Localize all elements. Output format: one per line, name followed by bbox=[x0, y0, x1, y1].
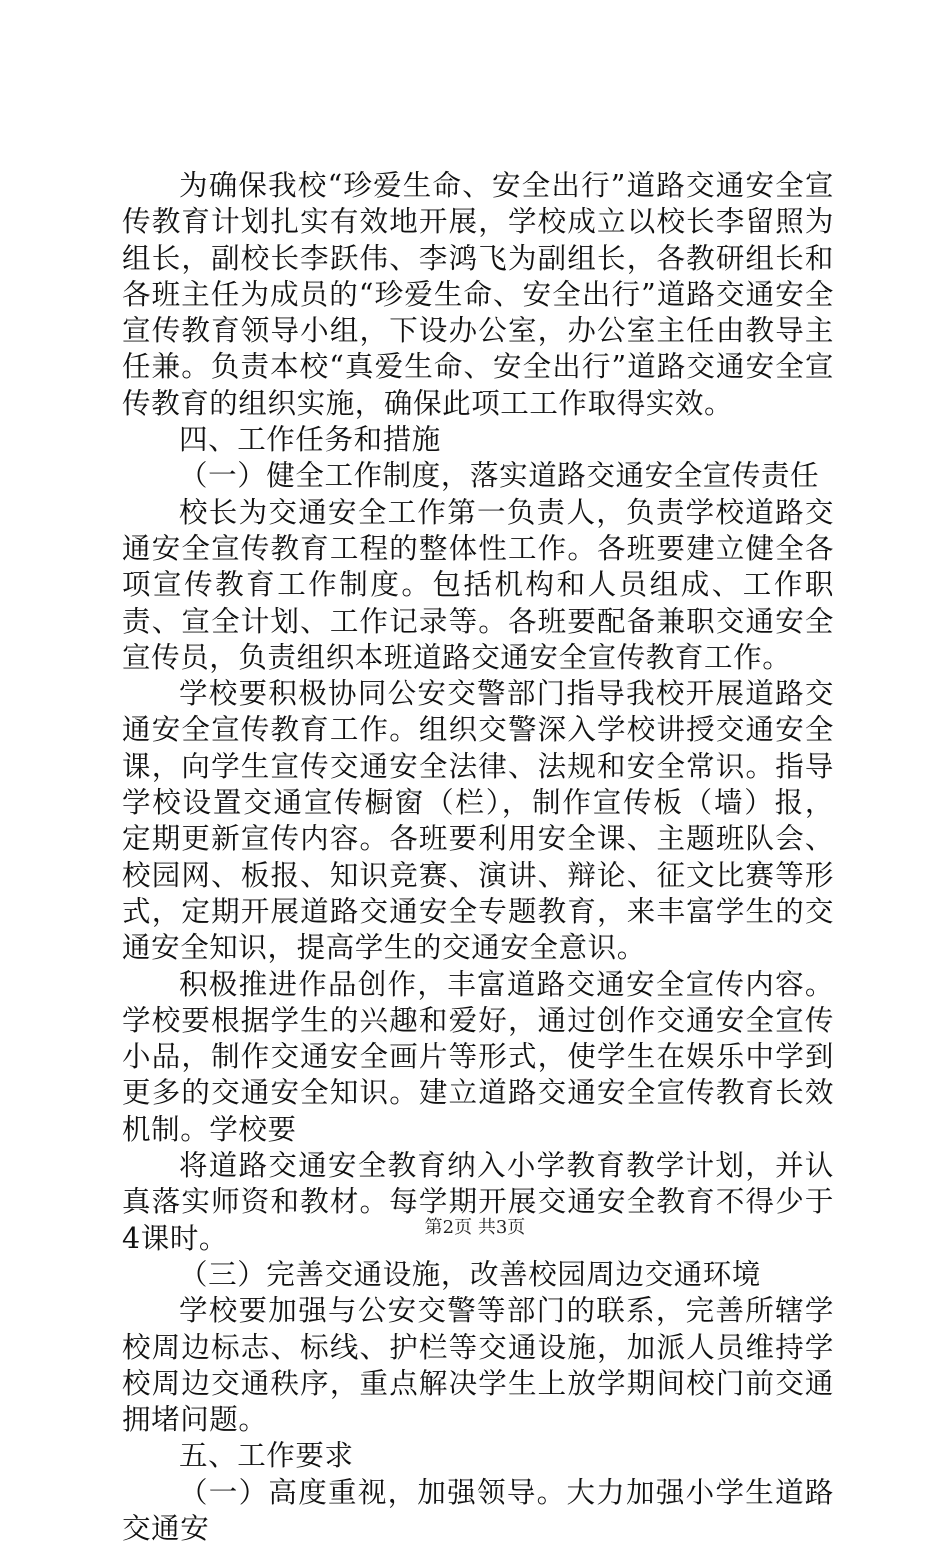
page-number-footer: 第2页 共3页 bbox=[424, 1217, 526, 1238]
paragraph-curriculum: 将道路交通安全教育纳入小学教育教学计划，并认真落实师资和教材。每学期开展交通安全教育不得少于4课时。 bbox=[122, 1149, 834, 1255]
paragraph-leadership-group: 为确保我校“珍爱生命、安全出行”道路交通安全宣传教育计划扎实有效地开展，学校成立以校长李留照为组长，副校长李跃伟、李鸿飞为副组长，各教研组长和各班主任为成员的“珍爱生命、安全出行”道路交通安全宣传教育领导小组，下设办公室，办公室主任由教导主任兼。负责本校“真爱生命、安全出行”道路交通安全宣传教育的组织实施，确保此项工工作取得实效。 bbox=[122, 169, 834, 420]
paragraph-facilities-detail: 学校要加强与公安交警等部门的联系，完善所辖学校周边标志、标线、护栏等交通设施，加派人员维持学校周边交通秩序，重点解决学生上放学期间校门前交通拥堵问题。 bbox=[122, 1294, 834, 1437]
document-body bbox=[122, 168, 834, 1547]
subheading-traffic-facilities: （三）完善交通设施，改善校园周边交通环境 bbox=[179, 1257, 762, 1291]
paragraph-high-attention: （一）高度重视，加强领导。大力加强小学生道路交通安 bbox=[122, 1475, 834, 1545]
paragraph-police-cooperation: 学校要积极协同公安交警部门指导我校开展道路交通安全宣传教育工作。组织交警深入学校讲授交通安全课，向学生宣传交通安全法律、法规和安全常识。指导学校设置交通宣传橱窗（栏），制作宣传板（墙）报，定期更新宣传内容。各班要利用安全课、主题班队会、校园网、板报、知识竞赛、演讲、辩论、征文比赛等形式，定期开展道路交通安全专题教育，来丰富学生的交通安全知识，提高学生的交通安全意识。 bbox=[122, 677, 834, 965]
subheading-work-system: （一）健全工作制度，落实道路交通安全宣传责任 bbox=[179, 459, 820, 493]
paragraph-works-creation: 积极推进作品创作，丰富道路交通安全宣传内容。学校要根据学生的兴趣和爱好，通过创作交通安全宣传小品，制作交通安全画片等形式，使学生在娱乐中学到更多的交通安全知识。建立道路交通安全宣传教育长效机制。学校要 bbox=[122, 967, 834, 1146]
paragraph-principal-responsibility: 校长为交通安全工作第一负责人，负责学校道路交通安全宣传教育工程的整体性工作。各班要建立健全各项宣传教育工作制度。包括机构和人员组成、工作职责、宣全计划、工作记录等。各班要配备兼职交通安全宣传员，负责组织本班道路交通安全宣传教育工作。 bbox=[122, 495, 834, 674]
heading-work-requirements: 五、工作要求 bbox=[179, 1439, 354, 1473]
heading-tasks-measures: 四、工作任务和措施 bbox=[179, 423, 441, 457]
